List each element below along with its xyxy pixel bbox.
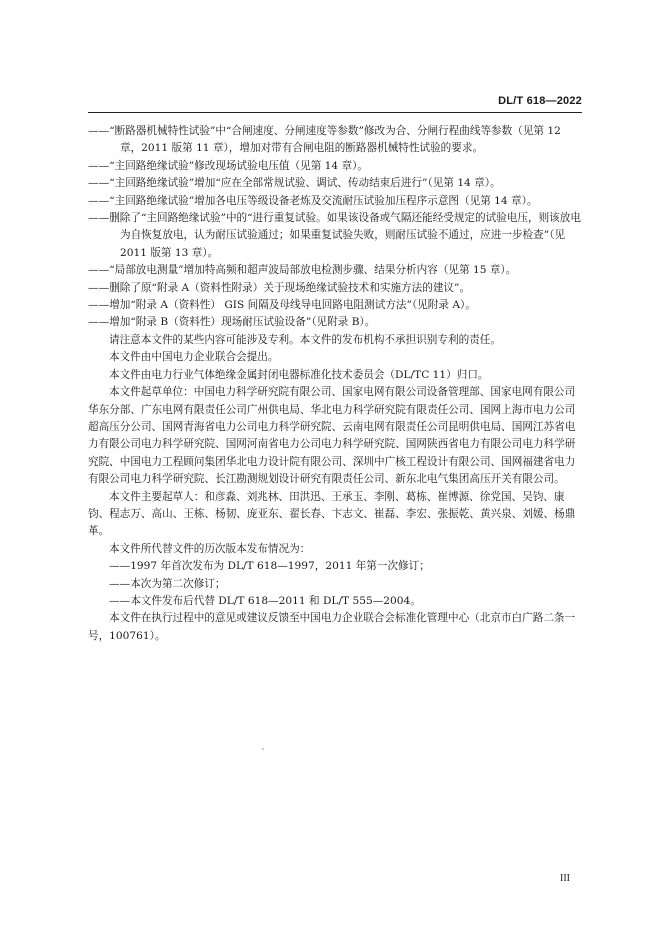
standard-code: DL/T 618—2022: [498, 95, 582, 107]
feedback-statement: 本文件在执行过程中的意见或建议反馈至中国电力企业联合会标准化管理中心（北京市白广路二条一号，100761）。: [88, 612, 576, 642]
centralized-statement: 本文件由电力行业气体绝缘金属封闭电器标准化技术委员会（DL/TC 11）归口。: [109, 368, 489, 381]
change-item: ——“主回路绝缘试验”修改现场试验电压值（见第 14 章）。: [88, 159, 368, 172]
change-item: ——“局部放电测量”增加特高频和超声波局部放电检测步骤、结果分析内容（见第 15 章）。: [88, 264, 517, 277]
drafting-units: 本文件起草单位：中国电力科学研究院有限公司、国家电网有限公司设备管理部、国家电网有限公司华东分部、广东电网有限责任公司广州供电局、华北电力科学研究院有限责任公司、国网上海市电力公司超高压分公司、国网青海省电力公司电力科学研究院、云南电网有限责任公司昆明供电局、国网江苏省电力有限公司电力科学研究院、国网河南省电力公司电力科学研究院、国网陕西省电力有限公司电力科学研究院、中国电力工程顾问集团华北电力设计院有限公司、深圳中广核工程设计有限公司、国网福建省电力有限公司电力科学研究院、长江勘测规划设计研究有限责任公司、新东北电气集团高压开关有限公司。: [88, 386, 576, 486]
change-item: ——增加“附录 A（资料性） GIS 间隔及母线导电回路电阻测试方法”（见附录 A）。: [88, 299, 476, 312]
history-item: ——本文件发布后代替 DL/T 618—2011 和 DL/T 555—2004。: [109, 594, 421, 607]
header-rule: [88, 112, 582, 113]
history-intro: 本文件所代替文件的历次版本发布情况为：: [109, 542, 311, 555]
history-item: ——本次为第二次修订；: [109, 577, 226, 590]
patent-notice: 请注意本文件的某些内容可能涉及专利。本文件的发布机构不承担识别专利的责任。: [109, 333, 501, 346]
change-item: ——增加“附录 B（资料性）现场耐压试验设备”（见附录 B）。: [88, 316, 376, 329]
change-item: ——删除了原“附录 A（资料性附录）关于现场绝缘试验技术和实施方法的建议”。: [88, 281, 471, 294]
change-item: ——“主回路绝缘试验”增加“应在全部常规试验、调试、传动结束后进行”（见第 14 章）。: [88, 177, 501, 190]
foreword-body: [88, 123, 584, 645]
change-item: ——“断路器机械特性试验”中“合闸速度、分闸速度等参数”修改为合、分闸行程曲线等参数（见第 12 章，2011 版第 11 章），增加对带有合闸电阻的断路器机械特性试验的要求。: [88, 125, 561, 155]
drafters: 本文件主要起草人：和彦淼、刘兆林、田洪迅、王承玉、李刚、葛栋、崔博源、徐党国、吴钧、康钧、程志万、高山、王栋、杨韧、庞亚东、翟长春、卞志文、崔磊、李宏、张振乾、黄兴泉、刘媛、杨鼎革。: [88, 490, 576, 538]
history-item: ——1997 年首次发布为 DL/T 618—1997，2011 年第一次修订；: [109, 560, 430, 573]
change-item: ——“主回路绝缘试验”增加各电压等级设备老炼及交流耐压试验加压程序示意图（见第 14 章）。: [88, 194, 538, 207]
page-number: III: [560, 873, 570, 884]
proposer-statement: 本文件由中国电力企业联合会提出。: [109, 351, 279, 364]
change-item: ——删除了“主回路绝缘试验”中的“进行重复试验。如果该设备或气隔还能经受规定的试验电压，则该放电为自恢复放电，认为耐压试验通过；如果重复试验失败，则耐压试验不通过，应进一步检查”（见 2011 版第 13 章）。: [88, 212, 581, 259]
scan-speck: [262, 748, 264, 750]
